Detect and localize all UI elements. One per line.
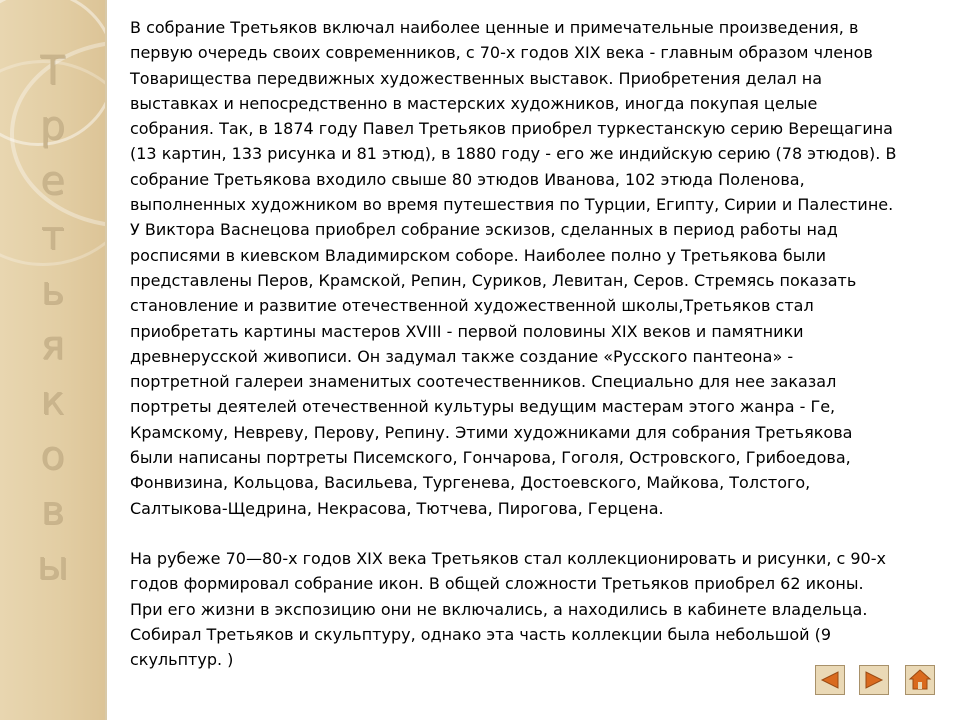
triangle-left-icon bbox=[819, 669, 841, 691]
title-letter: т bbox=[40, 213, 65, 259]
slide-body bbox=[130, 15, 950, 672]
sidebar-panel bbox=[0, 0, 105, 720]
body-paragraph: На рубеже 70—80-х годов XIX века Третьяков стал коллекционировать и рисунки, с 90-х годов формировал собрание икон. В общей сложности Третьяков приобрел 62 иконы. При его жизни в экспозицию они не включались, а находились в кабинете владельца. Собирал Третьяков и скульптуру, однако эта часть коллекции была небольшой (9 скульптур. ) bbox=[130, 548, 886, 670]
triangle-right-icon bbox=[863, 669, 885, 691]
title-letter: к bbox=[40, 378, 65, 424]
title-letter: в bbox=[40, 488, 65, 534]
next-slide-button[interactable] bbox=[859, 665, 889, 695]
vertical-title bbox=[0, 44, 105, 594]
title-letter: ь bbox=[40, 268, 65, 314]
home-button[interactable] bbox=[905, 665, 935, 695]
title-letter: е bbox=[40, 158, 65, 204]
title-letter: о bbox=[40, 433, 65, 479]
title-letter: р bbox=[39, 103, 66, 149]
home-icon bbox=[908, 668, 932, 692]
previous-slide-button[interactable] bbox=[815, 665, 845, 695]
body-paragraph: В собрание Третьяков включал наиболее ценные и примечательные произведения, в первую очередь своих современников, с 70-х годов XIX века - главным образом членов Товарищества передвижных художественных выставок. Приобретения делал на выставках и непосредственно в мастерских художников, иногда покупая целые собрания. Так, в 1874 году Павел Третьяков приобрел туркестанскую серию Верещагина (13 картин, 133 рисунка и 81 этюд), в 1880 году - его же индийскую серию (78 этюдов). В собрание Третьякова входило свыше 80 этюдов Иванова, 102 этюда Поленова, выполненных художником во время путешествия по Турции, Египту, Сирии и Палестине. У Виктора Васнецова приобрел собрание эскизов, сделанных в период работы над росписями в киевском Владимирском соборе. Наиболее полно у Третьякова были представлены Перов, Крамской, Репин, Суриков, Левитан, Серов. Стремясь показать становление и развитие отечественной художественной школы,Третьяков стал приобретать картины мастеров XVIII - первой половины XIX веков и памятники древнерусской живописи. Он задумал также создание «Русского пантеона» - портретной галереи знаменитых соотечественников. Специально для нее заказал портреты деятелей отечественной культуры ведущим мастерам этого жанра - Ге, Крамскому, Невреву, Перову, Репину. Этими художниками для собрания Третьякова были написаны портреты Писемского, Гончарова, Гоголя, Островского, Грибоедова, Фонвизина, Кольцова, Васильева, Тургенева, Достоевского, Майкова, Толстого, Салтыкова-Щедрина, Некрасова, Тютчева, Пирогова, Герцена. bbox=[130, 18, 897, 518]
title-letter: я bbox=[40, 323, 65, 369]
title-letter: ы bbox=[36, 543, 69, 589]
sidebar-divider bbox=[105, 0, 107, 720]
title-letter: Т bbox=[40, 48, 65, 94]
